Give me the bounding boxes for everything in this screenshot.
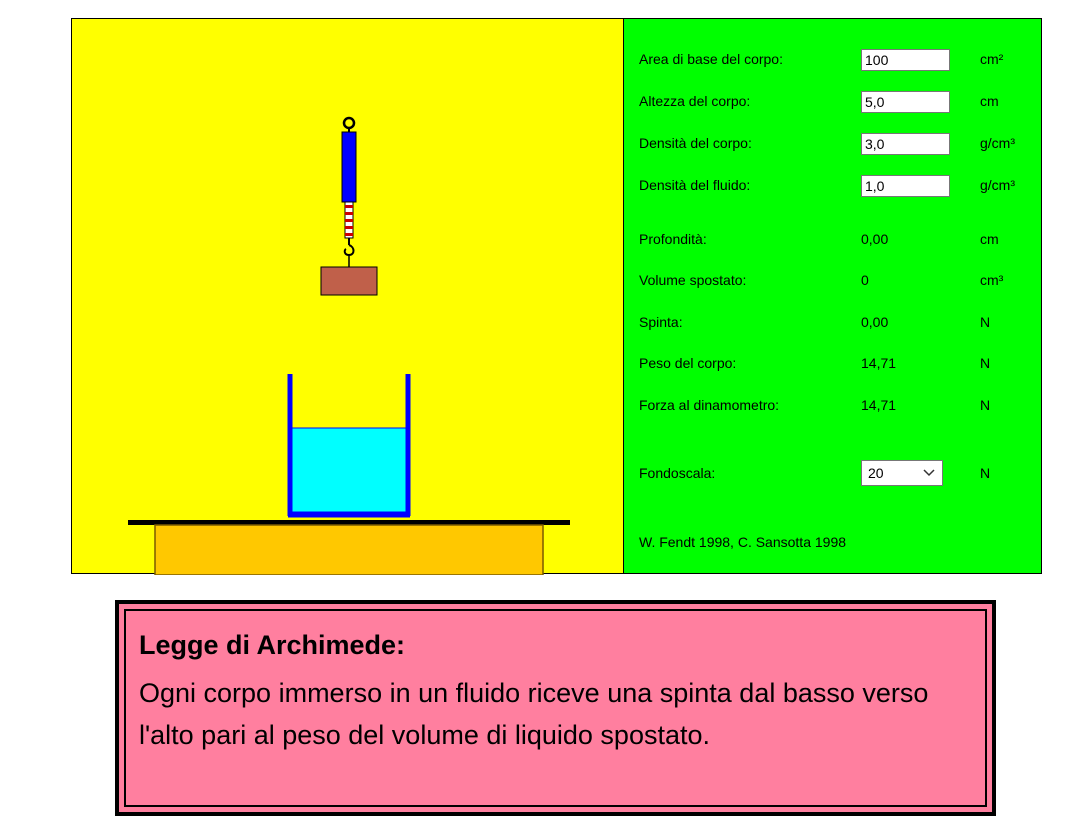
control-panel bbox=[624, 18, 1042, 574]
label-body-density: Densità del corpo: bbox=[639, 135, 752, 151]
unit-displaced-volume: cm³ bbox=[980, 272, 1004, 288]
credits: W. Fendt 1998, C. Sansotta 1998 bbox=[639, 534, 847, 550]
unit-fullscale: N bbox=[980, 465, 991, 481]
law-box bbox=[115, 600, 996, 816]
label-depth: Profondità: bbox=[639, 231, 707, 247]
dynamometer[interactable] bbox=[342, 118, 356, 267]
fluid bbox=[292, 428, 406, 512]
base-area-input[interactable] bbox=[861, 49, 950, 71]
dynamometer-hook bbox=[345, 245, 354, 255]
immersed-body[interactable] bbox=[321, 267, 377, 295]
label-fullscale: Fondoscala: bbox=[639, 465, 716, 481]
dynamometer-housing bbox=[342, 132, 356, 202]
body-height-input[interactable] bbox=[861, 91, 950, 113]
label-body-weight: Peso del corpo: bbox=[639, 355, 737, 371]
simulation-canvas[interactable] bbox=[71, 18, 624, 574]
unit-body-weight: N bbox=[980, 355, 991, 371]
unit-buoyancy: N bbox=[980, 314, 991, 330]
buoyancy-value: 0,00 bbox=[861, 314, 889, 330]
dynamometer-ring bbox=[344, 118, 354, 128]
label-dynamometer-force: Forza al dinamometro: bbox=[639, 397, 780, 413]
label-displaced-volume: Volume spostato: bbox=[639, 272, 747, 288]
label-base-area: Area di base del corpo: bbox=[639, 51, 783, 67]
body-weight-value: 14,71 bbox=[861, 355, 897, 371]
unit-body-height: cm bbox=[980, 93, 999, 109]
body-density-input[interactable] bbox=[861, 133, 950, 155]
dynamometer-force-value: 14,71 bbox=[861, 397, 897, 413]
law-text: Ogni corpo immerso in un fluido riceve una spinta dal basso verso l'alto pari al peso del volume di liquido spostato. bbox=[139, 678, 929, 750]
platform-base bbox=[155, 525, 543, 575]
label-buoyancy: Spinta: bbox=[639, 314, 683, 330]
unit-body-density: g/cm³ bbox=[980, 135, 1015, 151]
unit-dynamometer-force: N bbox=[980, 397, 991, 413]
unit-base-area: cm² bbox=[980, 51, 1004, 67]
fluid-density-input[interactable] bbox=[861, 175, 950, 197]
law-title: Legge di Archimede: bbox=[139, 630, 406, 660]
unit-depth: cm bbox=[980, 231, 999, 247]
fullscale-selected-value: 20 bbox=[868, 465, 884, 481]
label-fluid-density: Densità del fluido: bbox=[639, 177, 751, 193]
depth-value: 0,00 bbox=[861, 231, 889, 247]
label-body-height: Altezza del corpo: bbox=[639, 93, 751, 109]
unit-fluid-density: g/cm³ bbox=[980, 177, 1015, 193]
displaced-volume-value: 0 bbox=[861, 272, 869, 288]
chevron-down-icon bbox=[922, 465, 936, 479]
fullscale-select[interactable] bbox=[861, 460, 943, 486]
